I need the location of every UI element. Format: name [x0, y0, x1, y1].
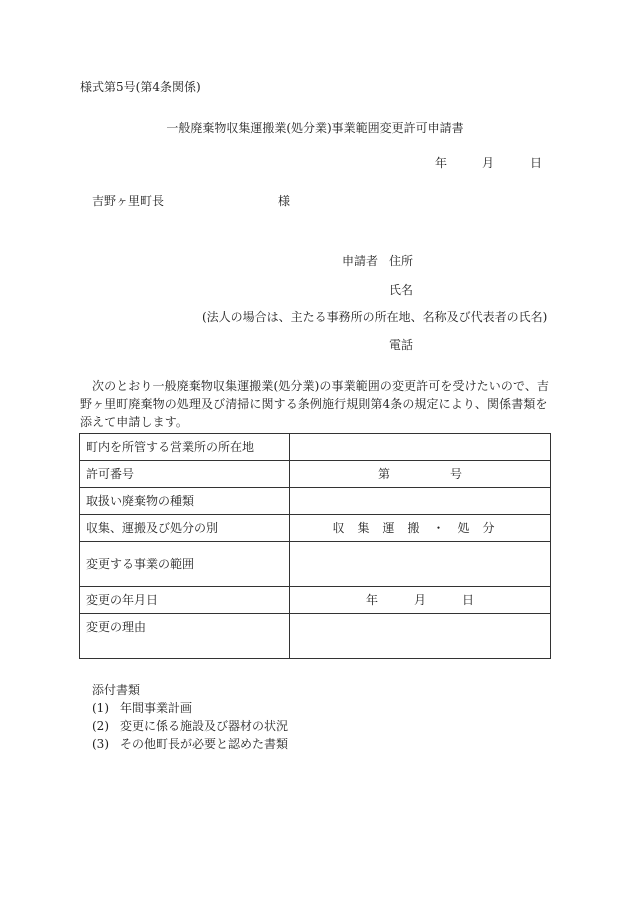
application-table [79, 433, 551, 659]
corporation-note: (法人の場合は、主たる事務所の所在地、名称及び代表者の氏名) [202, 310, 548, 324]
permit-number-suffix: 号 [450, 466, 463, 481]
addressee-name: 吉野ヶ里町長 [92, 194, 165, 208]
applicant-name-label: 氏名 [389, 283, 414, 297]
attachments-title: 添付書類 [92, 683, 141, 697]
row-label-waste-type: 取扱い廃棄物の種類 [80, 488, 290, 515]
row-label-business-category: 収集、運搬及び処分の別 [80, 515, 290, 542]
row-label-office-location: 町内を所管する営業所の所在地 [80, 434, 290, 461]
business-category-options[interactable]: 収集運搬・処分 [290, 515, 551, 542]
date-year-label: 年 [435, 156, 448, 170]
addressee-honorific: 様 [278, 194, 291, 208]
change-reason-field[interactable] [290, 614, 551, 659]
attachment-number: (2) [92, 719, 109, 733]
table-row [80, 587, 551, 614]
attachment-item [92, 737, 288, 751]
change-date-month: 月 [413, 592, 426, 607]
attachment-item [92, 719, 288, 733]
attachment-text: 変更に係る施設及び器材の状況 [120, 719, 289, 733]
permit-number-prefix: 第 [377, 466, 390, 481]
business-scope-field[interactable] [290, 542, 551, 587]
permit-number-field[interactable] [290, 461, 551, 488]
attachment-item [92, 701, 192, 715]
row-label-permit-number: 許可番号 [80, 461, 290, 488]
application-statement: 次のとおり一般廃棄物収集運搬業(処分業)の事業範囲の変更許可を受けたいので、吉野ヶ里町廃棄物の処理及び清掃に関する条例施行規則第4条の規定により、関係書類を添えて申請します。 [80, 379, 550, 429]
date-day-label: 日 [530, 156, 543, 170]
table-row [80, 542, 551, 587]
attachment-text: その他町長が必要と認めた書類 [120, 737, 289, 751]
change-date-day: 日 [462, 592, 475, 607]
document-title: 一般廃棄物収集運搬業(処分業)事業範囲変更許可申請書 [166, 121, 464, 135]
attachment-number: (3) [92, 737, 109, 751]
form-number: 様式第5号(第4条関係) [80, 80, 201, 94]
applicant-phone-label: 電話 [389, 338, 414, 352]
date-month-label: 月 [482, 156, 495, 170]
table-row [80, 515, 551, 542]
attachment-number: (1) [92, 701, 109, 715]
applicant-address-label: 住所 [389, 254, 414, 268]
row-label-business-scope: 変更する事業の範囲 [80, 542, 290, 587]
applicant-label: 申請者 [342, 254, 379, 268]
office-location-field[interactable] [290, 434, 551, 461]
attachment-text: 年間事業計画 [120, 701, 193, 715]
row-label-change-date: 変更の年月日 [80, 587, 290, 614]
table-row [80, 434, 551, 461]
waste-type-field[interactable] [290, 488, 551, 515]
change-date-field[interactable] [290, 587, 551, 614]
table-row [80, 461, 551, 488]
change-date-year: 年 [365, 592, 378, 607]
table-row [80, 614, 551, 659]
table-row [80, 488, 551, 515]
row-label-change-reason: 変更の理由 [80, 614, 290, 659]
